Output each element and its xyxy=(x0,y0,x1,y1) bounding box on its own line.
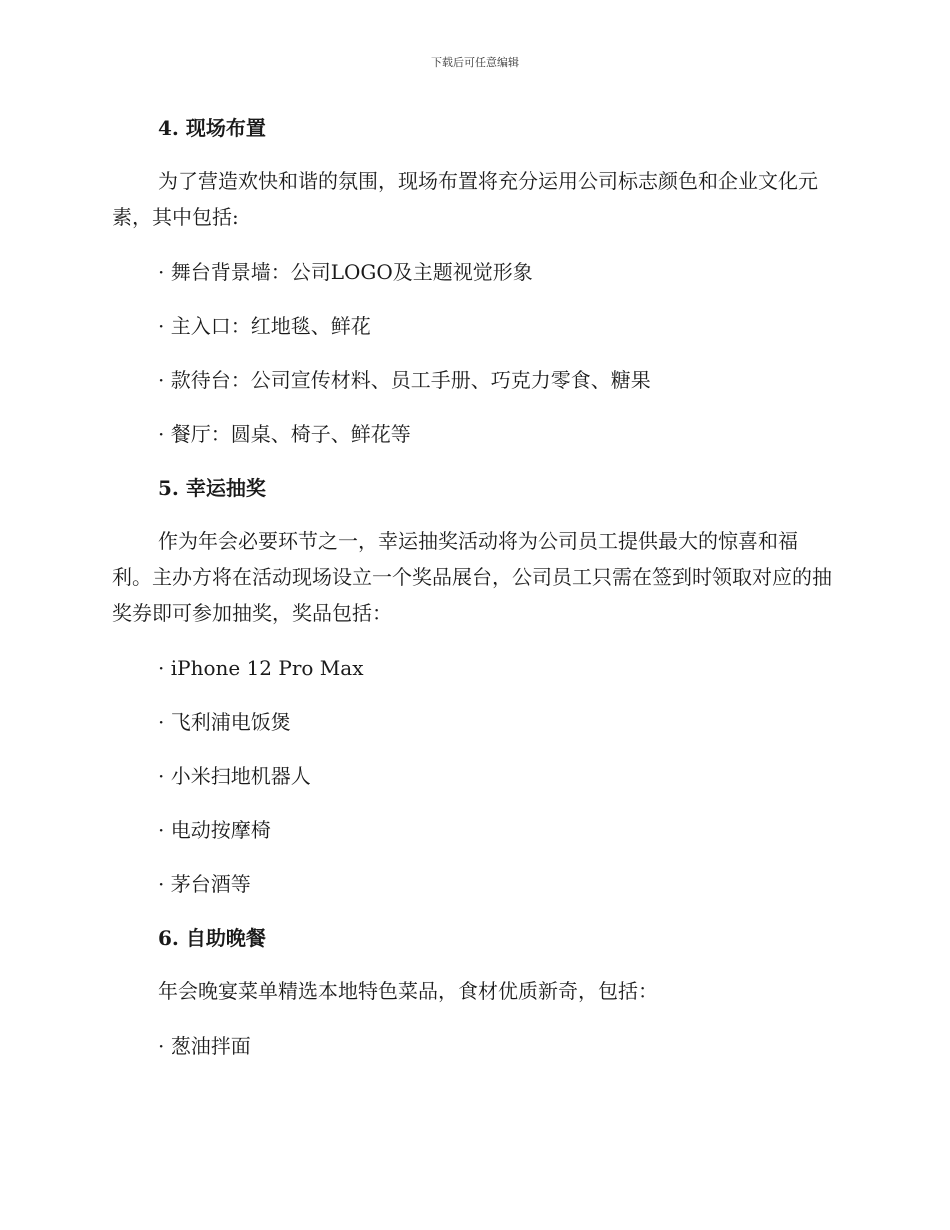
section-heading-6: 6. 自助晚餐 xyxy=(158,926,266,950)
list-item: · 飞利浦电饭煲 xyxy=(158,710,291,734)
section-paragraph-5: 作为年会必要环节之一，幸运抽奖活动将为公司员工提供最大的惊喜和福利。主办方将在活动现场设立一个奖品展台，公司员工只需在签到时领取对应的抽奖券即可参加抽奖，奖品包括： xyxy=(112,529,832,625)
document-body xyxy=(112,109,832,1065)
list-item: · 茅台酒等 xyxy=(158,872,251,896)
list-item: · 餐厅：圆桌、椅子、鲜花等 xyxy=(158,422,411,446)
header-note: 下载后可任意编辑 xyxy=(431,56,519,69)
section-heading-5: 5. 幸运抽奖 xyxy=(158,476,266,500)
list-item: · 款待台：公司宣传材料、员工手册、巧克力零食、糖果 xyxy=(158,368,651,392)
section-paragraph-6: 年会晚宴菜单精选本地特色菜品，食材优质新奇，包括： xyxy=(158,979,658,1003)
list-item: · 小米扫地机器人 xyxy=(158,764,311,788)
list-item: · 葱油拌面 xyxy=(158,1034,251,1058)
list-item: · 主入口：红地毯、鲜花 xyxy=(158,314,371,338)
list-item: · 舞台背景墙：公司LOGO及主题视觉形象 xyxy=(158,260,533,284)
section-paragraph-4: 为了营造欢快和谐的氛围，现场布置将充分运用公司标志颜色和企业文化元素，其中包括: xyxy=(112,169,818,229)
list-item: · iPhone 12 Pro Max xyxy=(158,656,364,680)
list-item: · 电动按摩椅 xyxy=(158,818,271,842)
section-heading-4: 4. 现场布置 xyxy=(158,116,266,140)
